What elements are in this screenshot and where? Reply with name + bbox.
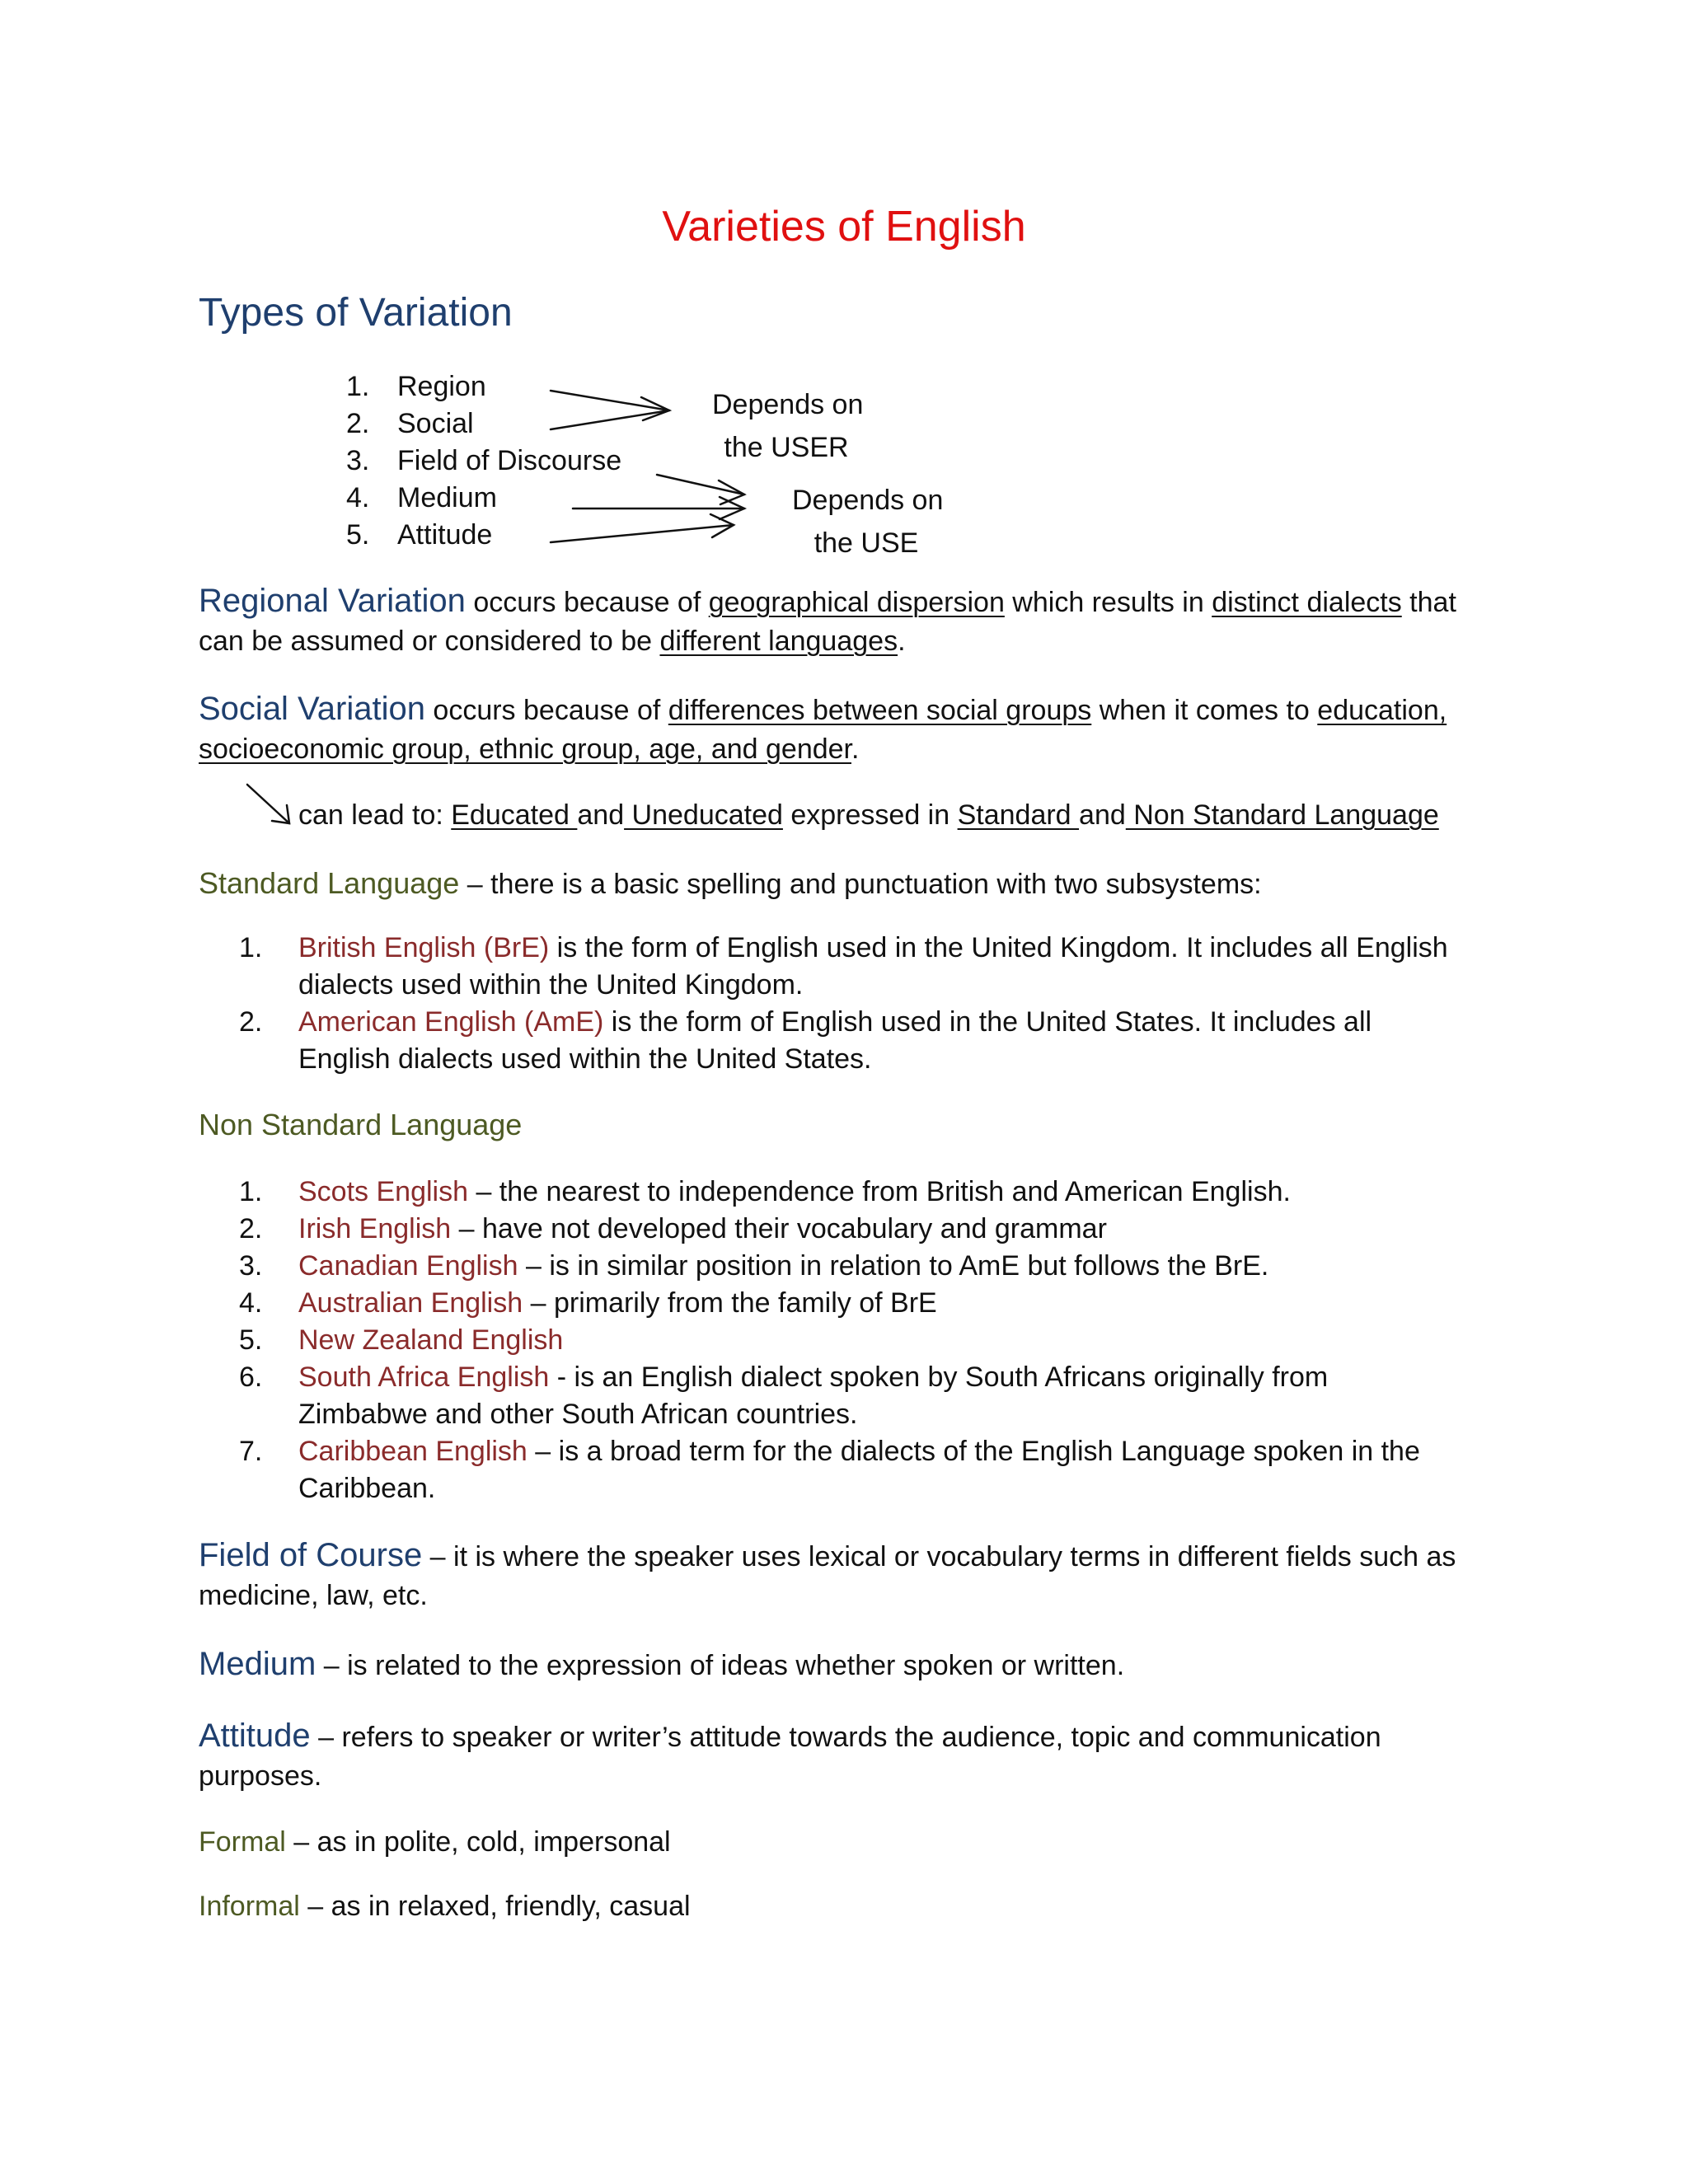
medium-paragraph [199,1645,1472,1685]
list-item: 6. South Africa English - is an English dialect spoken by South Africans originally from Zimbabwe and other South African countries. [239,1361,1329,1430]
medium-term: Medium [199,1646,316,1682]
standard-list [239,930,1459,1078]
list-item: 1. Region [346,371,486,402]
formal-term: Formal [199,1826,286,1858]
attitude-paragraph [199,1717,1472,1796]
text: when it comes to [1091,695,1318,726]
text: . [851,733,860,765]
underlined-text: education, socioeconomic group, ethnic group, age, and gender [199,695,1447,765]
arrow-social-to-user [551,410,669,429]
types-heading: Types of Variation [199,291,513,335]
text: that can be assumed or considered to be [199,587,1456,657]
text: – as in relaxed, friendly, casual [299,1891,691,1922]
underlined-text: Standard [957,799,1080,831]
arrow-attitude-to-use [551,514,734,542]
list-item: 2. American English (AmE) is the form of English used in the United States. It includes all English dialects used within the United States. [239,1006,1372,1075]
arrow-region-to-user [551,391,669,420]
text: and [577,799,625,831]
text: occurs because of [424,695,668,726]
formal-line [199,1824,671,1861]
text: expressed in [782,799,958,831]
lead-line [298,797,1439,834]
text: occurs because of [465,587,709,618]
list-item: 7. Caribbean English – is a broad term for the dialects of the English Language spoken in the Caribbean. [239,1436,1420,1504]
arrow-field-to-use [657,475,744,504]
use-note: Depends on the USE [792,485,944,559]
attitude-term: Attitude [199,1718,311,1754]
underlined-text: geographical dispersion [708,587,1005,618]
list-item: 3. Canadian English – is in similar position in relation to AmE but follows the BrE. [239,1250,1269,1282]
list-item: 1. Scots English – the nearest to independence from British and American English. [239,1176,1291,1207]
text: – refers to speaker or writer’s attitude towards the audience, topic and communication purposes. [199,1722,1381,1792]
text: – is related to the expression of ideas whether spoken or written. [316,1650,1125,1681]
text: – as in polite, cold, impersonal [285,1826,671,1858]
informal-line [199,1888,691,1925]
underlined-text: different languages [659,626,898,657]
list-item: 2. Irish English – have not developed their vocabulary and grammar [239,1213,1107,1244]
list-item: 5. New Zealand English [239,1324,564,1356]
text: and [1079,799,1126,831]
list-item: 5. Attitude [346,519,493,551]
underlined-text: differences between social groups [668,695,1092,726]
nonstandard-list [239,1174,1459,1507]
page-title: Varieties of English [662,203,1026,251]
text: can lead to: [298,799,452,831]
text: – there is a basic spelling and punctuation with two subsystems: [459,869,1262,900]
standard-heading-line [199,865,1262,903]
text: – it is where the speaker uses lexical or vocabulary terms in different fields such as medicine, law, etc. [199,1541,1456,1611]
list-item: 4. Medium [346,482,497,513]
field-term: Field of Course [199,1537,423,1573]
underlined-text: Educated [451,799,578,831]
arrow-social-to-lead [247,785,289,823]
standard-term: Standard Language [199,866,460,900]
informal-term: Informal [199,1891,300,1922]
field-paragraph [199,1536,1472,1615]
text: which results in [1004,587,1212,618]
list-item: 1. British English (BrE) is the form of English used in the United Kingdom. It includes all English dialects used within the United Kingdom. [239,932,1448,1001]
regional-paragraph [199,582,1472,661]
list-item: 3. Field of Discourse [346,445,622,476]
arrow-medium-to-use [573,497,744,519]
regional-term: Regional Variation [199,583,466,619]
list-item: 2. Social [346,408,474,439]
nonstandard-heading: Non Standard Language [199,1108,523,1141]
list-item: 4. Australian English – primarily from the family of BrE [239,1287,937,1319]
underlined-text: Uneducated [624,799,783,831]
underlined-text: Non Standard Language [1125,799,1439,831]
underlined-text: distinct dialects [1212,587,1402,618]
text: . [898,626,906,657]
social-paragraph [199,690,1472,769]
user-note: Depends on the USER [712,389,864,463]
social-term: Social Variation [199,691,425,727]
